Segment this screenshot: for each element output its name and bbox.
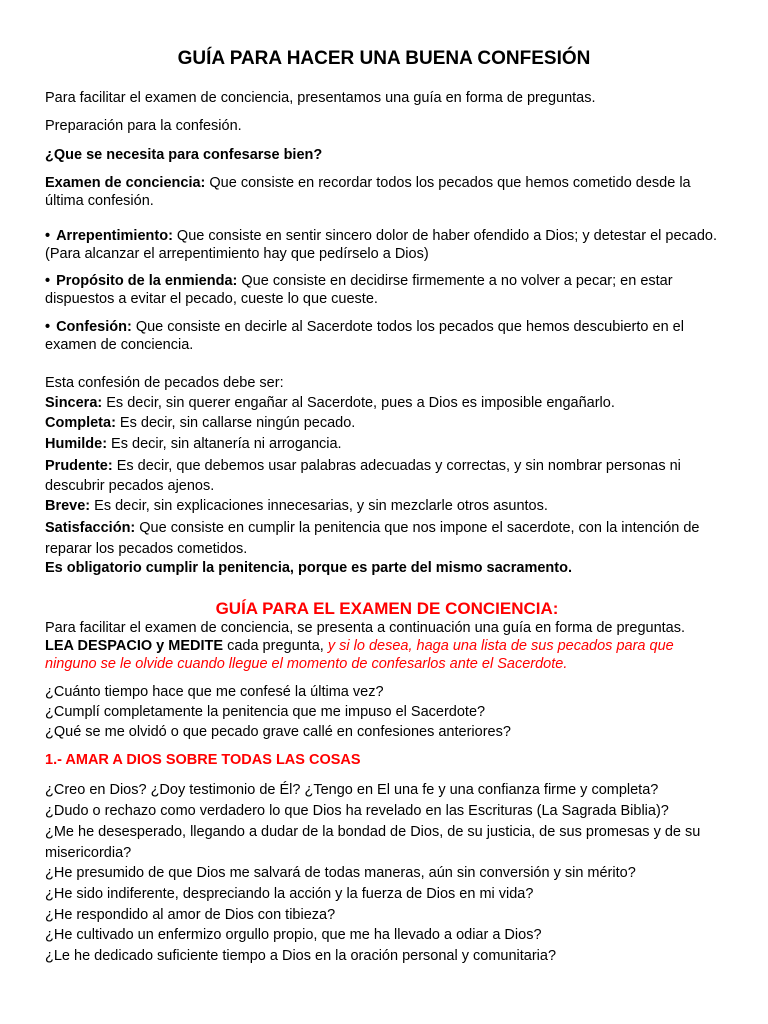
bullet-text: Que consiste en decirle al Sacerdote todos los pecados que hemos descubierto en el examen de conciencia. <box>45 319 684 353</box>
list-item: ¿He sido indiferente, despreciando la acción y la fuerza de Dios en mi vida? <box>45 886 534 902</box>
guide-instruction <box>45 637 725 673</box>
obligatorio-statement: Es obligatorio cumplir la penitencia, porque es parte del mismo sacramento. <box>45 560 572 576</box>
lea-plain-text: cada pregunta, <box>223 638 328 654</box>
examen-paragraph <box>45 174 725 210</box>
bullet-proposito <box>45 272 725 308</box>
quality-label: Humilde: <box>45 436 108 452</box>
bullet-text: Que consiste en sentir sincero dolor de haber ofendido a Dios; y detestar el pecado. (Para alcanzar el arrepentimiento hay que pedírselo a Dios) <box>45 228 717 262</box>
bullet-icon: • <box>45 273 51 289</box>
bullet-icon: • <box>45 228 51 244</box>
must-be-line: Esta confesión de pecados debe ser: <box>45 375 284 391</box>
list-item: ¿He respondido al amor de Dios con tibieza? <box>45 907 336 923</box>
examen-text: Que consiste en recordar todos los pecados que hemos cometido desde la última confesión. <box>45 175 691 209</box>
quality-breve <box>45 497 548 515</box>
lea-despacio-label: LEA DESPACIO y MEDITE <box>45 638 224 654</box>
list-item: ¿He presumido de que Dios me salvará de todas maneras, aún sin conversión y sin mérito? <box>45 865 636 881</box>
quality-sincera <box>45 394 615 412</box>
bullet-text: Que consiste en decidirse firmemente a no volver a pecar; en estar dispuestos a evitar el pecado, cueste lo que cueste. <box>45 273 673 307</box>
quality-label: Breve: <box>45 498 91 514</box>
list-item: ¿Creo en Dios? ¿Doy testimonio de Él? ¿Tengo en El una fe y una confianza firme y completa? <box>45 782 659 798</box>
quality-completa <box>45 414 355 432</box>
guide-intro: Para facilitar el examen de conciencia, se presenta a continuación una guía en forma de preguntas. <box>45 620 686 636</box>
list-item: ¿Dudo o rechazo como verdadero lo que Dios ha revelado en las Escrituras (La Sagrada Biblia)? <box>45 803 669 819</box>
bullet-label: Confesión: <box>56 319 132 335</box>
quality-label: Satisfacción: <box>45 520 136 536</box>
quality-text: Es decir, sin callarse ningún pecado. <box>115 415 356 431</box>
quality-text: Es decir, sin explicaciones innecesarias, y sin mezclarle otros asuntos. <box>90 498 548 514</box>
list-item: ¿He cultivado un enfermizo orgullo propio, que me ha llevado a odiar a Dios? <box>45 927 542 943</box>
lea-red-text: y si lo desea, haga una lista de sus pecados para que ninguno se le olvide cuando llegue el momento de confesarlos ante el Sacerdote. <box>45 638 674 672</box>
quality-humilde <box>45 435 342 453</box>
quality-text: Es decir, sin querer engañar al Sacerdote, pues a Dios es imposible engañarlo. <box>102 395 615 411</box>
list-item: ¿Me he desesperado, llegando a dudar de la bondad de Dios, de su justicia, de sus promesas y de su misericordia? <box>45 824 701 861</box>
quality-prudente <box>45 456 725 496</box>
list-item: ¿Le he dedicado suficiente tiempo a Dios en la oración personal y comunitaria? <box>45 948 557 964</box>
list-item: ¿Qué se me olvidó o que pecado grave callé en confesiones anteriores? <box>45 724 511 740</box>
document-title: GUÍA PARA HACER UNA BUENA CONFESIÓN <box>177 48 591 69</box>
list-item: ¿Cuánto tiempo hace que me confesé la última vez? <box>45 684 384 700</box>
bullet-arrepentimiento <box>45 227 725 263</box>
bullet-confesion <box>45 318 725 354</box>
preparation-line: Preparación para la confesión. <box>45 118 242 134</box>
quality-text: Es decir, sin altanería ni arrogancia. <box>107 436 342 452</box>
section1-title: 1.- AMAR A DIOS SOBRE TODAS LAS COSAS <box>45 752 361 768</box>
quality-satisfaccion <box>45 518 725 560</box>
quality-label: Completa: <box>45 415 116 431</box>
quality-label: Prudente: <box>45 458 113 474</box>
requirements-question: ¿Que se necesita para confesarse bien? <box>45 147 323 163</box>
quality-label: Sincera: <box>45 395 103 411</box>
guide-section-title: GUÍA PARA EL EXAMEN DE CONCIENCIA: <box>215 599 559 618</box>
quality-text: Que consiste en cumplir la penitencia que nos impone el sacerdote, con la intención de reparar los pecados cometidos. <box>45 520 700 557</box>
list-item: ¿Cumplí completamente la penitencia que me impuso el Sacerdote? <box>45 704 486 720</box>
bullet-icon: • <box>45 319 51 335</box>
examen-label: Examen de conciencia: <box>45 175 206 191</box>
bullet-label: Propósito de la enmienda: <box>56 273 238 289</box>
intro-paragraph: Para facilitar el examen de conciencia, presentamos una guía en forma de preguntas. <box>45 90 596 106</box>
quality-text: Es decir, que debemos usar palabras adecuadas y correctas, y sin nombrar personas ni descubrir pecados ajenos. <box>45 458 681 494</box>
bullet-label: Arrepentimiento: <box>56 228 173 244</box>
